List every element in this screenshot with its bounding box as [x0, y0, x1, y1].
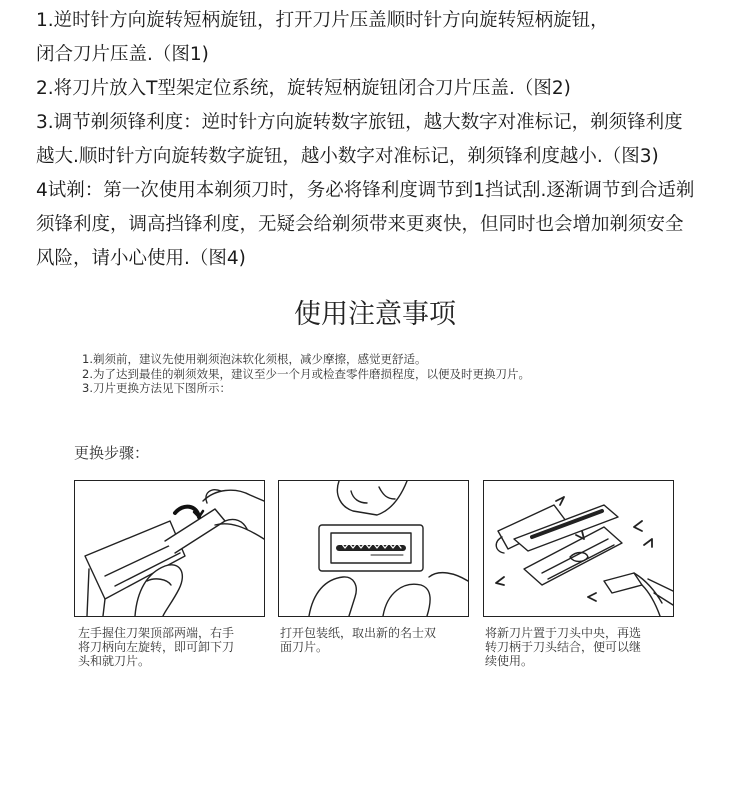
notice-title: 使用注意事项	[294, 299, 456, 330]
step-3-illustration	[483, 480, 674, 617]
caption-line: 续使用。	[485, 654, 534, 668]
notice-item: 1.剃须前，建议先使用剃须泡沫软化须根，减少摩擦，感觉更舒适。	[82, 352, 427, 366]
step-3-caption	[485, 626, 675, 668]
steps-label: 更换步骤：	[74, 444, 150, 462]
caption-line: 将新刀片置于刀头中央，再选	[485, 626, 642, 640]
caption-line: 面刀片。	[280, 640, 329, 654]
caption-line: 左手握住刀架顶部两端，右手	[78, 626, 235, 640]
notice-item: 3.刀片更换方法见下图所示：	[82, 381, 231, 395]
instruction-line: 3.调节剃须锋利度：逆时针方向旋转数字旅钮，越大数字对准标记，剃须锋利度	[36, 112, 683, 133]
instruction-line: 闭合刀片压盖.（图1)	[36, 44, 209, 65]
instruction-line: 4试剃：第一次使用本剃须刀时，务必将锋利度调节到1挡试刮.逐渐调节到合适剃	[36, 180, 695, 201]
caption-line: 头和就刀片。	[78, 654, 151, 668]
instruction-line: 须锋利度，调高挡锋利度，无疑会给剃须带来更爽快，但同时也会增加剃须安全	[36, 214, 684, 235]
caption-line: 打开包装纸，取出新的名士双	[280, 626, 437, 640]
notice-list	[82, 352, 530, 396]
instruction-line: 2.将刀片放入T型架定位系统，旋转短柄旋钮闭合刀片压盖.（图2)	[36, 78, 571, 99]
caption-line: 转刀柄于刀头结合，便可以继	[485, 640, 642, 654]
step-2-illustration	[278, 480, 469, 617]
instructions-block	[36, 4, 736, 276]
step-2-caption	[280, 626, 470, 654]
step-1-caption	[78, 626, 268, 668]
instruction-line: 越大.顺时针方向旋转数字旋钮，越小数字对准标记，剃须锋利度越小.（图3)	[36, 146, 659, 167]
step-1-illustration	[74, 480, 265, 617]
caption-line: 将刀柄向左旋转，即可卸下刀	[78, 640, 235, 654]
notice-item: 2.为了达到最佳的剃须效果，建议至少一个月或检查零件磨损程度，以便及时更换刀片。	[82, 366, 530, 381]
instruction-line: 风险，请小心使用.（图4)	[36, 248, 246, 269]
instruction-line: 1.逆时针方向旋转短柄旋钮，打开刀片压盖顺时针方向旋转短柄旋钮，	[36, 10, 609, 31]
